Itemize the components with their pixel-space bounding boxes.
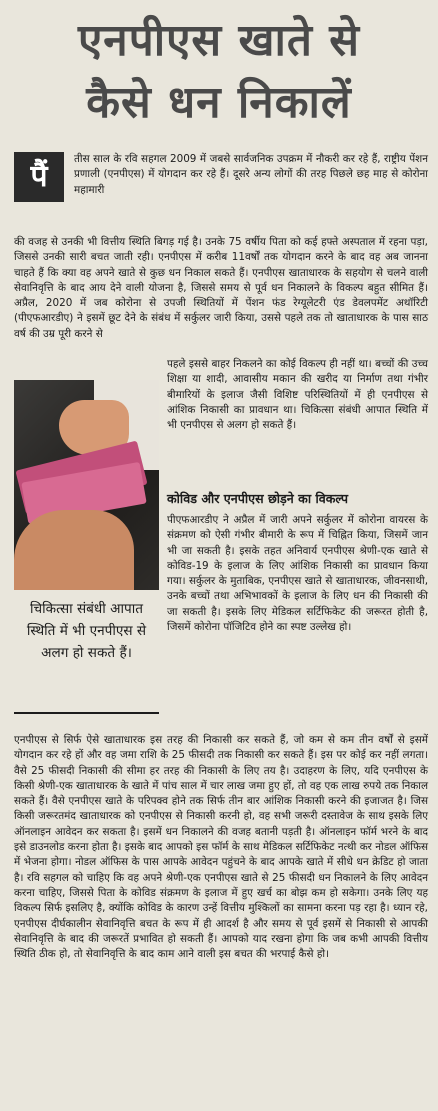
closing-paragraph: एनपीएस से सिर्फ ऐसे खाताधारक इस तरह की निकासी कर सकते हैं, जो कम से कम तीन वर्षों से इसमें योगदान कर रहे हों और वह जमा राशि के 25 फीसदी तक निकासी कर सकते हैं। इस पर कोई कर नहीं लगता। वैसे 25 फीसदी निकासी की सीमा हर तरह की निकासी के लिए तय है। उदाहरण के लिए, यदि एनपीएस के किसी श्रेणी-एक खाताधारक के खाते में पांच साल में चार लाख जमा हुए हों, तो वह एक लाख रुपये तक निकाल सकते हैं। वैसे एनपीएस खाते के परिपक्व होने तक सिर्फ तीन बार आंशिक निकासी करने की इजाजत है। जिस किसी जरूरतमंद खाताधारक को एनपीएस से निकासी करनी हो, वह सभी जरूरी दस्तावेज के साथ इसके लिए ऑनलाइन आवेदन कर सकता है। इसमें धन निकालने की वजह बतानी पड़ती है। ऑनलाइन फॉर्म भरने के बाद इसे डाउनलोड करना होता है। इसके बाद आपको इस फॉर्म के साथ मेडिकल सर्टिफिकेट नत्थी कर नोडल ऑफिस में भेजना होगा। नोडल ऑफिस के पास आपके आवेदन पहुंचने के बाद आपके खाते में सीधे धन क्रेडिट हो जाता है। रवि सहगल को चाहिए कि वह अपने श्रेणी-एक एनपीएस खाते से 25 फीसदी धन निकालने के लिए आवेदन करना चाहिए, जिससे पिता के कोविड संक्रमण के इलाज में हुए खर्च का बोझ कम हो सकेगा। उनके लिए यह विकल्प सिर्फ इसलिए है, क्योंकि कोविड के कारण उन्हें वित्तीय मुश्किलों का सामना करना पड़ रहा है। ध्यान रहे, एनपीएस दीर्घकालीन सेवानिवृत्ति बचत के रूप में ही आदर्श है और समय से पूर्व इसमें से निकासी से आपकी सेवानिवृत्ति के बाद की जरूरतें प्रभावित हो सकती हैं। आपको याद रखना होगा कि जब कभी आपकी वित्तीय स्थिति ठीक हो, तो सेवानिवृत्ति के बाद काम आने वाली इस बचत की भरपाई कैसे हो। — [14, 734, 428, 961]
intro-paragraph: तीस साल के रवि सहगल 2009 में जबसे सार्वजनिक उपक्रम में नौकरी कर रहे हैं, राष्ट्रीय पेंशन प्रणाली (एनपीएस) में योगदान कर रहे हैं। दूसरे अन्य लोगों की तरह पिछले छह माह से कोरोना महामारी — [74, 153, 428, 196]
section-subhead: कोविड और एनपीएस छोड़ने का विकल्प — [167, 491, 348, 506]
headline-line-1: एनपीएस खाते से — [77, 15, 361, 66]
headline-line-2: कैसे धन निकालें — [86, 77, 352, 128]
headline — [0, 0, 438, 142]
pull-quote: चिकित्सा संबंधी आपात स्थिति में भी एनपीएस से अलग हो सकते हैं। — [26, 601, 147, 661]
body-paragraph-2: पहले इससे बाहर निकलने का कोई विकल्प ही नहीं था। बच्चों की उच्च शिक्षा या शादी, आवासीय मकान की खरीद या निर्माण तथा गंभीर बीमारियों के इलाज जैसी विशिष्ट परिस्थितियों में ही एनपीएस से आंशिक निकासी का प्रावधान था। चिकित्सा संबंधी आपात स्थिति में भी एनपीएस से अलग हो सकते हैं। — [167, 358, 428, 432]
body-paragraph-1: की वजह से उनकी भी वित्तीय स्थिति बिगड़ गई है। उनके 75 वर्षीय पिता को कई हफ्ते अस्पताल में रहना पड़ा, जिससे उनकी सारी बचत जाती रही। एनपीएस में करीब 11वर्षों तक योगदान करने के बाद वह अब जानना चाहते हैं कि क्या वह अपने खाते से कुछ धन निकाल सकते हैं। एनपीएस खाताधारक के सहयोग से चलने वाली सेवानिवृत्ति के बाद आय देने वाली योजना है, जिससे समय से पूर्व धन निकालने के विकल्प बहुत सीमित हैं। अप्रैल, 2020 में जब कोरोना से उपजी स्थितियों में पेंशन फंड रेग्यूलेटरी एंड डेवलपमेंट अथॉरिटी (पीएफआरडीए) ने इसमें छूट देने के संबंध में सर्कुलर जारी किया, उससे पहले तक तो खाताधारक के पास साठ वर्ष की उम्र पूरी करने से — [14, 236, 428, 340]
covid-paragraph: पीएफआरडीए ने अप्रैल में जारी अपने सर्कुलर में कोरोना वायरस के संक्रमण को ऐसी गंभीर बीमारी के रूप में चिह्नित किया, जिसमें जान भी जा सकती है। इसके तहत अनिवार्य एनपीएस श्रेणी-एक खाते से कोविड-19 के इलाज के लिए आंशिक निकासी का प्रावधान किया गया। सर्कुलर के मुताबिक, एनपीएस खाते से खाताधारक, जीवनसाथी, उनके बच्चों तथा अभिभावकों के इलाज के लिए धन की निकासी की जा सकती है। इसके लिए मेडिकल सर्टिफिकेट की जरूरत होती है, जिसमें कोरोना पॉजिटिव होने का स्पष्ट उल्लेख हो। — [167, 514, 428, 634]
drop-cap: पैं — [14, 152, 64, 202]
money-handover-photo — [14, 380, 159, 590]
pull-quote-rule — [14, 712, 159, 714]
